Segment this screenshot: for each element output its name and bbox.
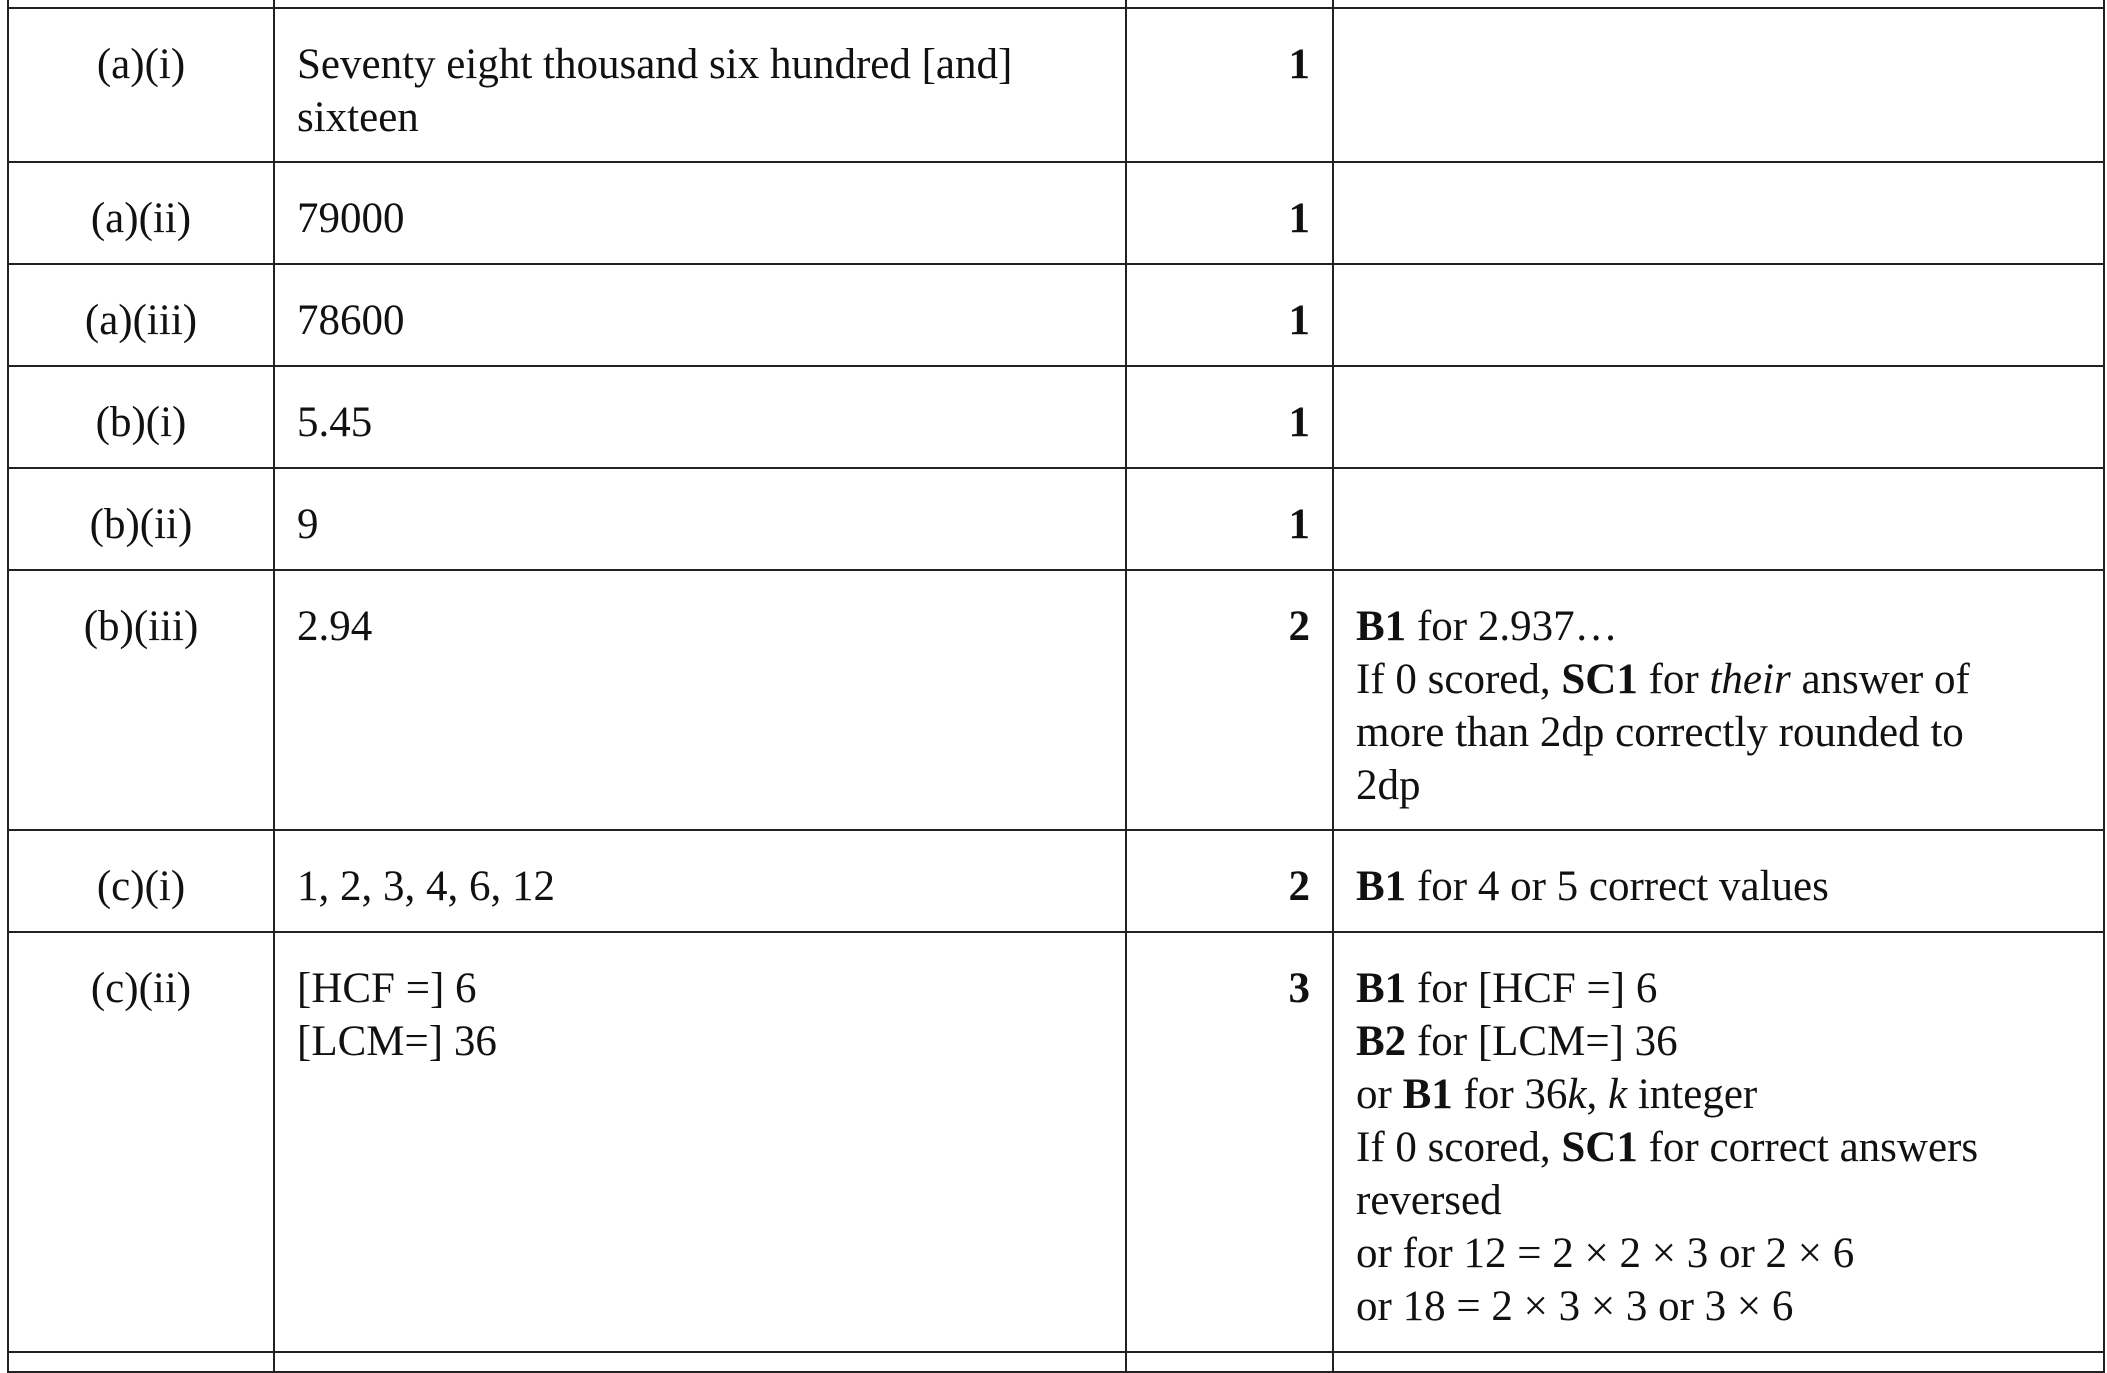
- mark-scheme-table: [7, 0, 2105, 1373]
- marks-cell: 2: [1126, 570, 1333, 830]
- answer-cell: [274, 8, 1126, 162]
- guidance-text: If 0 scored,: [1356, 656, 1562, 703]
- guidance-text: or: [1356, 1071, 1403, 1118]
- answer-cell: [274, 932, 1126, 1352]
- answer-line: [LCM=] 36: [297, 1018, 497, 1065]
- answer-line: sixteen: [297, 94, 419, 141]
- guidance-text: reversed: [1356, 1177, 1502, 1224]
- guidance-text: for correct answers: [1637, 1124, 1979, 1171]
- guidance-line: [1356, 962, 2085, 1015]
- guidance-line: [1356, 600, 2085, 653]
- answer-cell: [274, 570, 1126, 830]
- guidance-line: [1356, 1015, 2085, 1068]
- part-cell: (b)(i): [8, 366, 274, 468]
- table-row: [8, 830, 2104, 932]
- marks-cell: 1: [1126, 8, 1333, 162]
- guidance-emphasis: k: [1567, 1071, 1587, 1118]
- answer-cell: [274, 162, 1126, 264]
- guidance-line: [1356, 653, 2085, 706]
- guidance-cell: [1333, 162, 2104, 264]
- guidance-line: [1356, 1174, 2085, 1227]
- table-row-top-edge: [8, 0, 2104, 8]
- table-row: [8, 932, 2104, 1352]
- guidance-cell: [1333, 366, 2104, 468]
- part-cell: (b)(ii): [8, 468, 274, 570]
- mark-code: B1: [1356, 603, 1407, 650]
- answer-line: 5.45: [297, 399, 373, 446]
- guidance-text: for [HCF =] 6: [1406, 965, 1658, 1012]
- mark-code: B1: [1356, 863, 1407, 910]
- guidance-text: more than 2dp correctly rounded to: [1356, 709, 1964, 756]
- guidance-text: for [LCM=] 36: [1406, 1018, 1678, 1065]
- table-row-bottom-edge: [8, 1352, 2104, 1372]
- answer-line: 1, 2, 3, 4, 6, 12: [297, 863, 555, 910]
- guidance-text: 2dp: [1356, 762, 1421, 809]
- guidance-text: for 36: [1452, 1071, 1568, 1118]
- table-row: [8, 162, 2104, 264]
- answer-line: [HCF =] 6: [297, 965, 477, 1012]
- marks-cell: 1: [1126, 264, 1333, 366]
- guidance-text: for 4 or 5 correct values: [1406, 863, 1829, 910]
- guidance-line: [1356, 706, 2085, 759]
- answer-line: 9: [297, 501, 319, 548]
- part-cell: (b)(iii): [8, 570, 274, 830]
- guidance-line: [1356, 1068, 2085, 1121]
- guidance-line: [1356, 1280, 2085, 1333]
- part-cell: (a)(iii): [8, 264, 274, 366]
- table-row: [8, 264, 2104, 366]
- answer-cell: [274, 366, 1126, 468]
- table-row: [8, 8, 2104, 162]
- answer-line: 78600: [297, 297, 405, 344]
- guidance-emphasis: k: [1608, 1071, 1628, 1118]
- guidance-cell: [1333, 570, 2104, 830]
- answer-line: 79000: [297, 195, 405, 242]
- part-cell: (a)(ii): [8, 162, 274, 264]
- marks-cell: 2: [1126, 830, 1333, 932]
- mark-code: SC1: [1561, 656, 1638, 703]
- guidance-line: [1356, 759, 2085, 812]
- answer-cell: [274, 468, 1126, 570]
- part-cell: (c)(ii): [8, 932, 274, 1352]
- mark-code: B1: [1402, 1071, 1453, 1118]
- marks-cell: 1: [1126, 162, 1333, 264]
- guidance-text: or for 12 = 2 × 2 × 3 or 2 × 6: [1356, 1230, 1855, 1277]
- guidance-text: for 2.937…: [1406, 603, 1618, 650]
- mark-code: B1: [1356, 965, 1407, 1012]
- part-cell: (c)(i): [8, 830, 274, 932]
- guidance-line: [1356, 1227, 2085, 1280]
- guidance-text: answer of: [1790, 656, 1970, 703]
- guidance-text: for: [1637, 656, 1710, 703]
- guidance-cell: [1333, 8, 2104, 162]
- guidance-text: If 0 scored,: [1356, 1124, 1562, 1171]
- guidance-cell: [1333, 830, 2104, 932]
- marks-cell: 3: [1126, 932, 1333, 1352]
- guidance-line: [1356, 1121, 2085, 1174]
- answer-cell: [274, 264, 1126, 366]
- guidance-cell: [1333, 932, 2104, 1352]
- guidance-text: or 18 = 2 × 3 × 3 or 3 × 6: [1356, 1283, 1794, 1330]
- mark-code: SC1: [1561, 1124, 1638, 1171]
- marks-cell: 1: [1126, 366, 1333, 468]
- guidance-cell: [1333, 468, 2104, 570]
- answer-line: 2.94: [297, 603, 373, 650]
- part-cell: (a)(i): [8, 8, 274, 162]
- guidance-text: ,: [1586, 1071, 1608, 1118]
- table-row: [8, 366, 2104, 468]
- answer-cell: [274, 830, 1126, 932]
- table-row: [8, 468, 2104, 570]
- marks-cell: 1: [1126, 468, 1333, 570]
- guidance-text: integer: [1627, 1071, 1758, 1118]
- table-row: [8, 570, 2104, 830]
- guidance-line: [1356, 860, 2085, 913]
- answer-line: Seventy eight thousand six hundred [and]: [297, 41, 1013, 88]
- guidance-cell: [1333, 264, 2104, 366]
- mark-code: B2: [1356, 1018, 1407, 1065]
- guidance-emphasis: their: [1709, 656, 1791, 703]
